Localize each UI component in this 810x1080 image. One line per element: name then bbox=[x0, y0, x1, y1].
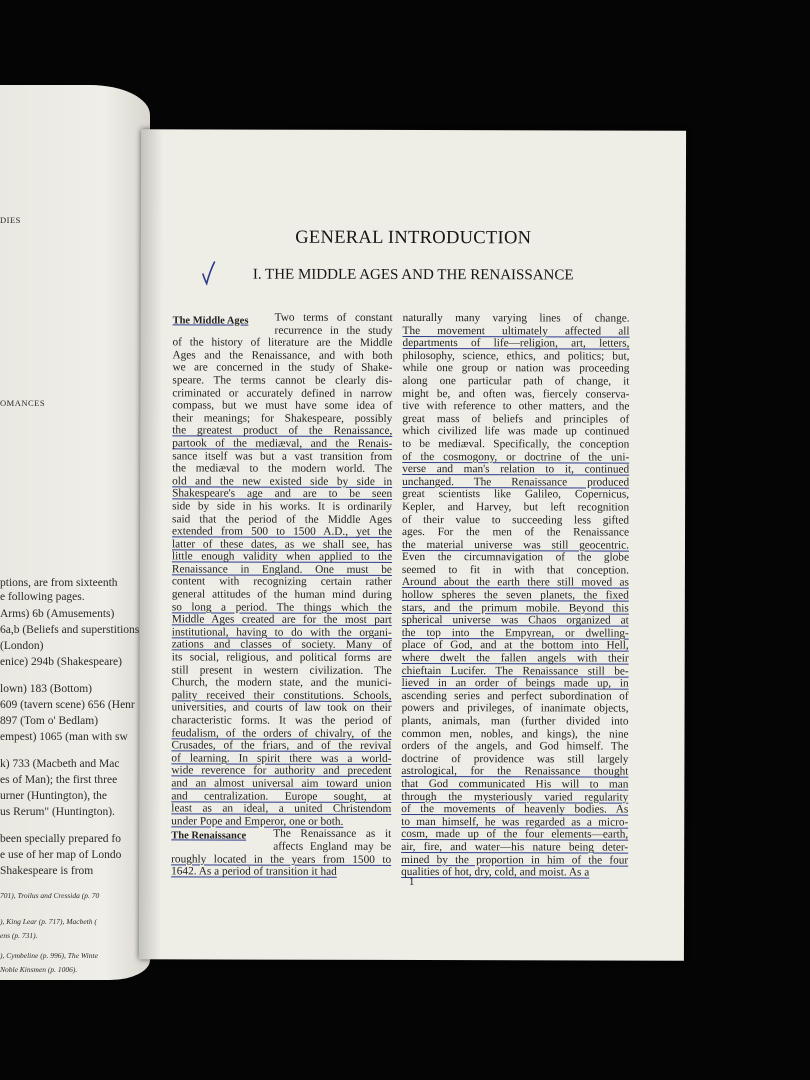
text-line: unchanged. The Renaissance produced bbox=[402, 475, 630, 489]
text-line: of learning. In spirit there was a world- bbox=[171, 752, 392, 765]
text-line: seemed to fit in with that conception. bbox=[401, 563, 629, 577]
text-line: while one group or nation was proceeding bbox=[402, 362, 630, 375]
left-page-text-fragment: 701), Troilus and Cressida (p. 70 bbox=[0, 891, 100, 900]
text-line: place of God, and at the bottom into Hell, bbox=[401, 639, 629, 653]
left-page-text-fragment: Noble Kinsmen (p. 1006). bbox=[0, 965, 78, 974]
left-page-text-fragment: ptions, are from sixteenth bbox=[0, 577, 118, 589]
text-line: zations and classes of society. Many of bbox=[171, 638, 392, 652]
text-line: of their value to succeeding less gifted bbox=[402, 513, 630, 527]
text-line: stars, and the primum mobile. Beyond this bbox=[401, 601, 629, 615]
text-line: great mass of beliefs and principles of bbox=[402, 412, 630, 426]
text-line: cosm, made up of the four elements—earth, bbox=[401, 828, 629, 841]
left-page-text-fragment: been specially prepared fo bbox=[0, 833, 122, 845]
text-line: ages. For the men of the Renaissance bbox=[402, 526, 630, 539]
text-line: qualities of hot, dry, cold, and moist. As a bbox=[401, 866, 590, 879]
text-line: and centralization. Europe sought, at bbox=[171, 789, 392, 803]
right-column-text bbox=[401, 312, 629, 879]
text-line: Shakespeare's age and are to be seen bbox=[172, 487, 393, 501]
text-line: least as an ideal, a united Christendom bbox=[171, 802, 392, 816]
text-line: Middle Ages created are for the most part bbox=[171, 613, 392, 627]
text-line: might be, and often was, fiercely conserva- bbox=[402, 387, 630, 401]
text-line: chieftain Lucifer. The Renaissance still be- bbox=[401, 664, 629, 678]
left-page-text-fragment: (London) bbox=[0, 640, 44, 652]
left-page-text-fragment: OMANCES bbox=[0, 398, 46, 408]
text-line: extended from 500 to 1500 A.D., yet the bbox=[172, 525, 393, 539]
text-line: orders of the angels, and God himself. The bbox=[401, 740, 629, 753]
text-line: mined by the proportion in him of the four bbox=[401, 853, 629, 867]
text-line: of the movements of heavenly bodies. As bbox=[401, 803, 629, 816]
text-line: still present in western civilization. The bbox=[171, 663, 392, 677]
text-line: of the history of literature are the Middle bbox=[172, 336, 393, 350]
text-line: affects England may be bbox=[273, 840, 392, 853]
text-line: speare. The terms cannot be clearly dis- bbox=[172, 374, 393, 387]
left-page-text-fragment: ), King Lear (p. 717), Macbeth ( bbox=[0, 917, 97, 926]
text-line: The Renaissance as it bbox=[273, 827, 392, 841]
text-line: 1642. As a period of transition it had bbox=[171, 865, 337, 878]
text-line: feudalism, of the orders of chivalry, of the bbox=[171, 726, 392, 740]
text-line: philosophy, science, ethics, and politics; but, bbox=[402, 349, 630, 363]
text-line: universities, and courts of law took on their bbox=[171, 701, 392, 715]
text-line: Ages and the Renaissance, and with both bbox=[172, 349, 393, 362]
text-line: general attitudes of the human mind during bbox=[171, 588, 392, 602]
left-page-text-fragment: e use of her map of Londo bbox=[0, 849, 122, 861]
text-line: sance itself was but a vast transition from bbox=[172, 449, 393, 463]
left-page-text-fragment: ens (p. 731). bbox=[0, 931, 38, 940]
page-title: GENERAL INTRODUCTION bbox=[295, 227, 532, 249]
text-line: spherical universe was Chaos organized at bbox=[401, 614, 629, 627]
text-line: said that the period of the Middle Ages bbox=[172, 512, 393, 526]
left-page-text-fragment: es of Man); the first three bbox=[0, 774, 118, 786]
text-line: of the cosmogony, or doctrine of the uni- bbox=[402, 450, 630, 464]
text-line: lieved in an order of beings made up, in bbox=[401, 677, 629, 690]
text-line: powers and privileges, of inanimate objects, bbox=[401, 702, 629, 715]
text-line: characteristic forms. It was the period of bbox=[171, 714, 392, 727]
text-line: institutional, having to do with the organi- bbox=[171, 626, 392, 639]
text-line: latter of these dates, as we shall see, has bbox=[171, 538, 393, 551]
side-heading-renaissance: The Renaissance bbox=[171, 829, 247, 842]
right-book-page bbox=[139, 129, 686, 960]
left-page-text-fragment: 897 (Tom o' Bedlam) bbox=[0, 715, 99, 727]
text-line: its social, religious, and political forms are bbox=[171, 651, 392, 664]
side-heading-middle-ages: The Middle Ages bbox=[172, 315, 249, 327]
text-line: air, fire, and water—his nature being deter- bbox=[401, 840, 629, 854]
left-page-text-fragment: empest) 1065 (man with sw bbox=[0, 731, 128, 743]
text-line: the greatest product of the Renaissance, bbox=[172, 424, 393, 438]
text-line: to man himself, he was regarded as a micro- bbox=[401, 815, 629, 829]
section-heading: I. THE MIDDLE AGES AND THE RENAISSANCE bbox=[252, 266, 574, 284]
left-page-text-fragment: k) 733 (Macbeth and Mac bbox=[0, 758, 120, 770]
left-page-text-fragment: 609 (tavern scene) 656 (Henr bbox=[0, 699, 135, 711]
text-line: tive with reference to other matters, and the bbox=[402, 400, 630, 413]
text-line: roughly located in the years from 1500 to bbox=[171, 852, 392, 866]
text-line: their meanings; for Shakespeare, possibly bbox=[172, 412, 393, 425]
text-line: Renaissance in England. One must be bbox=[171, 563, 392, 576]
text-line: the top into the Empyrean, or dwelling- bbox=[401, 626, 629, 640]
text-line: Crusades, of the friars, and of the revival bbox=[171, 739, 392, 753]
page-number: 1 bbox=[408, 875, 415, 889]
text-line: so long a period. The things which the bbox=[171, 601, 392, 614]
text-line: plants, animals, man (further divided into bbox=[401, 714, 629, 728]
text-line: through the mysteriously varied regularity bbox=[401, 790, 629, 804]
text-line: the material universe was still geocentric. bbox=[401, 538, 630, 552]
text-line: Two terms of constant bbox=[274, 311, 393, 324]
left-page-text-fragment: Shakespeare is from bbox=[0, 865, 94, 877]
text-line: Even the circumnavigation of the globe bbox=[401, 551, 629, 564]
text-line: doctrine of providence was still largely bbox=[401, 752, 629, 766]
left-page-text-fragment: 6a,b (Beliefs and superstitions bbox=[0, 624, 140, 636]
text-line: great scientists like Galileo, Copernicus, bbox=[402, 488, 630, 501]
text-line: departments of life—religion, art, letters, bbox=[402, 337, 630, 350]
text-line: along one particular path of change, it bbox=[402, 374, 630, 388]
left-page-text-fragment: enice) 294b (Shakespeare) bbox=[0, 656, 122, 668]
text-line: content with recognizing certain rather bbox=[171, 575, 392, 589]
text-line: hollow spheres the seven planets, the fixed bbox=[401, 589, 629, 602]
text-line: Church, the modern state, and the munici- bbox=[171, 676, 392, 690]
left-page-text-fragment: us Rerum" (Huntington). bbox=[0, 806, 115, 818]
text-line: little enough validity when applied to the bbox=[171, 550, 392, 564]
text-line: partook of the mediæval, and the Renais- bbox=[172, 437, 393, 450]
text-line: the mediæval to the modern world. The bbox=[172, 462, 393, 476]
text-line: we are concerned in the study of Shake- bbox=[172, 361, 393, 375]
left-page-text-fragment: ), Cymbeline (p. 996), The Winte bbox=[0, 951, 98, 960]
left-book-page bbox=[0, 85, 150, 980]
text-line: compass, but we must have some idea of bbox=[172, 399, 393, 413]
text-line: old and the new existed side by side in bbox=[172, 475, 393, 488]
text-line: The movement ultimately affected all bbox=[402, 324, 630, 338]
left-column-text bbox=[171, 311, 392, 878]
text-line: Around about the earth there still moved as bbox=[401, 576, 629, 590]
text-line: astrological, for the Renaissance thought bbox=[401, 765, 629, 778]
text-line: side by side in his works. It is ordinarily bbox=[172, 500, 393, 513]
text-line: pality received their constitutions. Schools, bbox=[171, 689, 392, 702]
left-page-text-fragment: DIES bbox=[0, 215, 21, 225]
text-line: which civilized life was made up continued bbox=[402, 425, 630, 438]
text-line: verse and man's relation to it, continued bbox=[402, 463, 630, 476]
text-line: that God communicated His will to man bbox=[401, 777, 629, 791]
text-line: ascending series and perfect subordination of bbox=[401, 689, 629, 703]
left-page-text-fragment: Arms) 6b (Amusements) bbox=[0, 608, 115, 620]
text-line: and an almost universal aim toward union bbox=[171, 777, 392, 790]
text-line: wide reverence for authority and precedent bbox=[171, 764, 392, 778]
left-page-text-fragment: lown) 183 (Bottom) bbox=[0, 683, 92, 695]
left-page-text-fragment: e following pages. bbox=[0, 591, 85, 603]
text-line: where dwelt the fallen angels with their bbox=[401, 652, 629, 665]
left-page-text-fragment: urner (Huntington), the bbox=[0, 790, 107, 802]
text-line: to be mediæval. Specifically, the conception bbox=[402, 437, 630, 451]
text-line: naturally many varying lines of change. bbox=[402, 311, 630, 325]
text-line: recurrence in the study bbox=[274, 324, 393, 337]
text-line: common men, nobles, and kings), the nine bbox=[401, 727, 629, 741]
text-line: under Pope and Emperor, one or both. bbox=[171, 815, 344, 828]
text-line: criminated or accurately defined in narrow bbox=[172, 386, 393, 400]
text-line: Kepler, and Harvey, but left recognition bbox=[402, 500, 630, 514]
